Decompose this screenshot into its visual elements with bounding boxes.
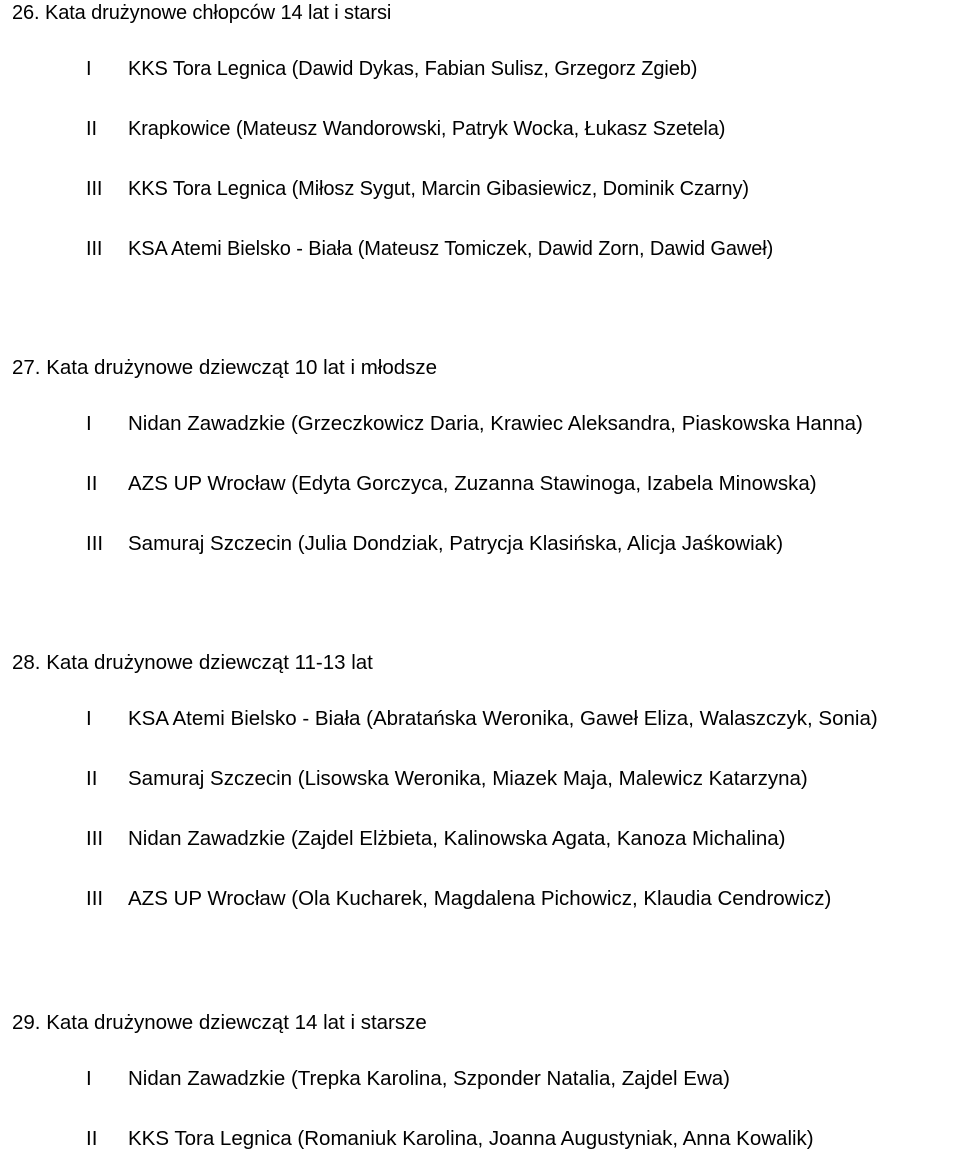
section-heading: 29. Kata drużynowe dziewcząt 14 lat i starsze xyxy=(12,1011,427,1034)
result-row xyxy=(0,886,960,912)
result-row xyxy=(0,236,960,262)
place-label: II xyxy=(86,472,98,495)
place-label: III xyxy=(86,178,103,200)
place-label: III xyxy=(86,827,104,850)
place-label: I xyxy=(86,1067,92,1090)
team-entry: Nidan Zawadzkie (Grzeczkowicz Daria, Krawiec Aleksandra, Piaskowska Hanna) xyxy=(128,412,863,435)
team-entry: KSA Atemi Bielsko - Biała (Abratańska Weronika, Gaweł Eliza, Walaszczyk, Sonia) xyxy=(128,707,878,730)
place-label: II xyxy=(86,1127,98,1150)
team-entry: AZS UP Wrocław (Ola Kucharek, Magdalena Pichowicz, Klaudia Cendrowicz) xyxy=(128,887,832,910)
place-label: III xyxy=(86,238,103,260)
team-entry: Nidan Zawadzkie (Trepka Karolina, Szponder Natalia, Zajdel Ewa) xyxy=(128,1067,730,1090)
result-row xyxy=(0,56,960,82)
team-entry: Samuraj Szczecin (Julia Dondziak, Patrycja Klasińska, Alicja Jaśkowiak) xyxy=(128,532,784,555)
result-row xyxy=(0,176,960,202)
section-heading: 28. Kata drużynowe dziewcząt 11-13 lat xyxy=(12,651,373,674)
result-row xyxy=(0,826,960,852)
result-row xyxy=(0,411,960,437)
place-label: I xyxy=(86,707,92,730)
team-entry: Nidan Zawadzkie (Zajdel Elżbieta, Kalinowska Agata, Kanoza Michalina) xyxy=(128,827,786,850)
team-entry: Samuraj Szczecin (Lisowska Weronika, Miazek Maja, Malewicz Katarzyna) xyxy=(128,767,808,790)
section-heading: 27. Kata drużynowe dziewcząt 10 lat i młodsze xyxy=(12,356,438,379)
place-label: II xyxy=(86,767,98,790)
team-entry: KKS Tora Legnica (Dawid Dykas, Fabian Sulisz, Grzegorz Zgieb) xyxy=(128,58,698,80)
place-label: III xyxy=(86,532,104,555)
team-entry: AZS UP Wrocław (Edyta Gorczyca, Zuzanna Stawinoga, Izabela Minowska) xyxy=(128,472,817,495)
result-row xyxy=(0,116,960,142)
place-label: I xyxy=(86,58,92,80)
result-row xyxy=(0,1066,960,1092)
place-label: I xyxy=(86,412,92,435)
result-row xyxy=(0,1126,960,1152)
result-row xyxy=(0,766,960,792)
team-entry: KKS Tora Legnica (Romaniuk Karolina, Joanna Augustyniak, Anna Kowalik) xyxy=(128,1127,814,1150)
place-label: II xyxy=(86,118,97,140)
result-row xyxy=(0,706,960,732)
team-entry: KSA Atemi Bielsko - Biała (Mateusz Tomiczek, Dawid Zorn, Dawid Gaweł) xyxy=(128,238,774,260)
team-entry: Krapkowice (Mateusz Wandorowski, Patryk Wocka, Łukasz Szetela) xyxy=(128,118,726,140)
section-heading: 26. Kata drużynowe chłopców 14 lat i starsi xyxy=(12,2,392,24)
place-label: III xyxy=(86,887,104,910)
result-row xyxy=(0,531,960,557)
team-entry: KKS Tora Legnica (Miłosz Sygut, Marcin Gibasiewicz, Dominik Czarny) xyxy=(128,178,749,200)
result-row xyxy=(0,471,960,497)
